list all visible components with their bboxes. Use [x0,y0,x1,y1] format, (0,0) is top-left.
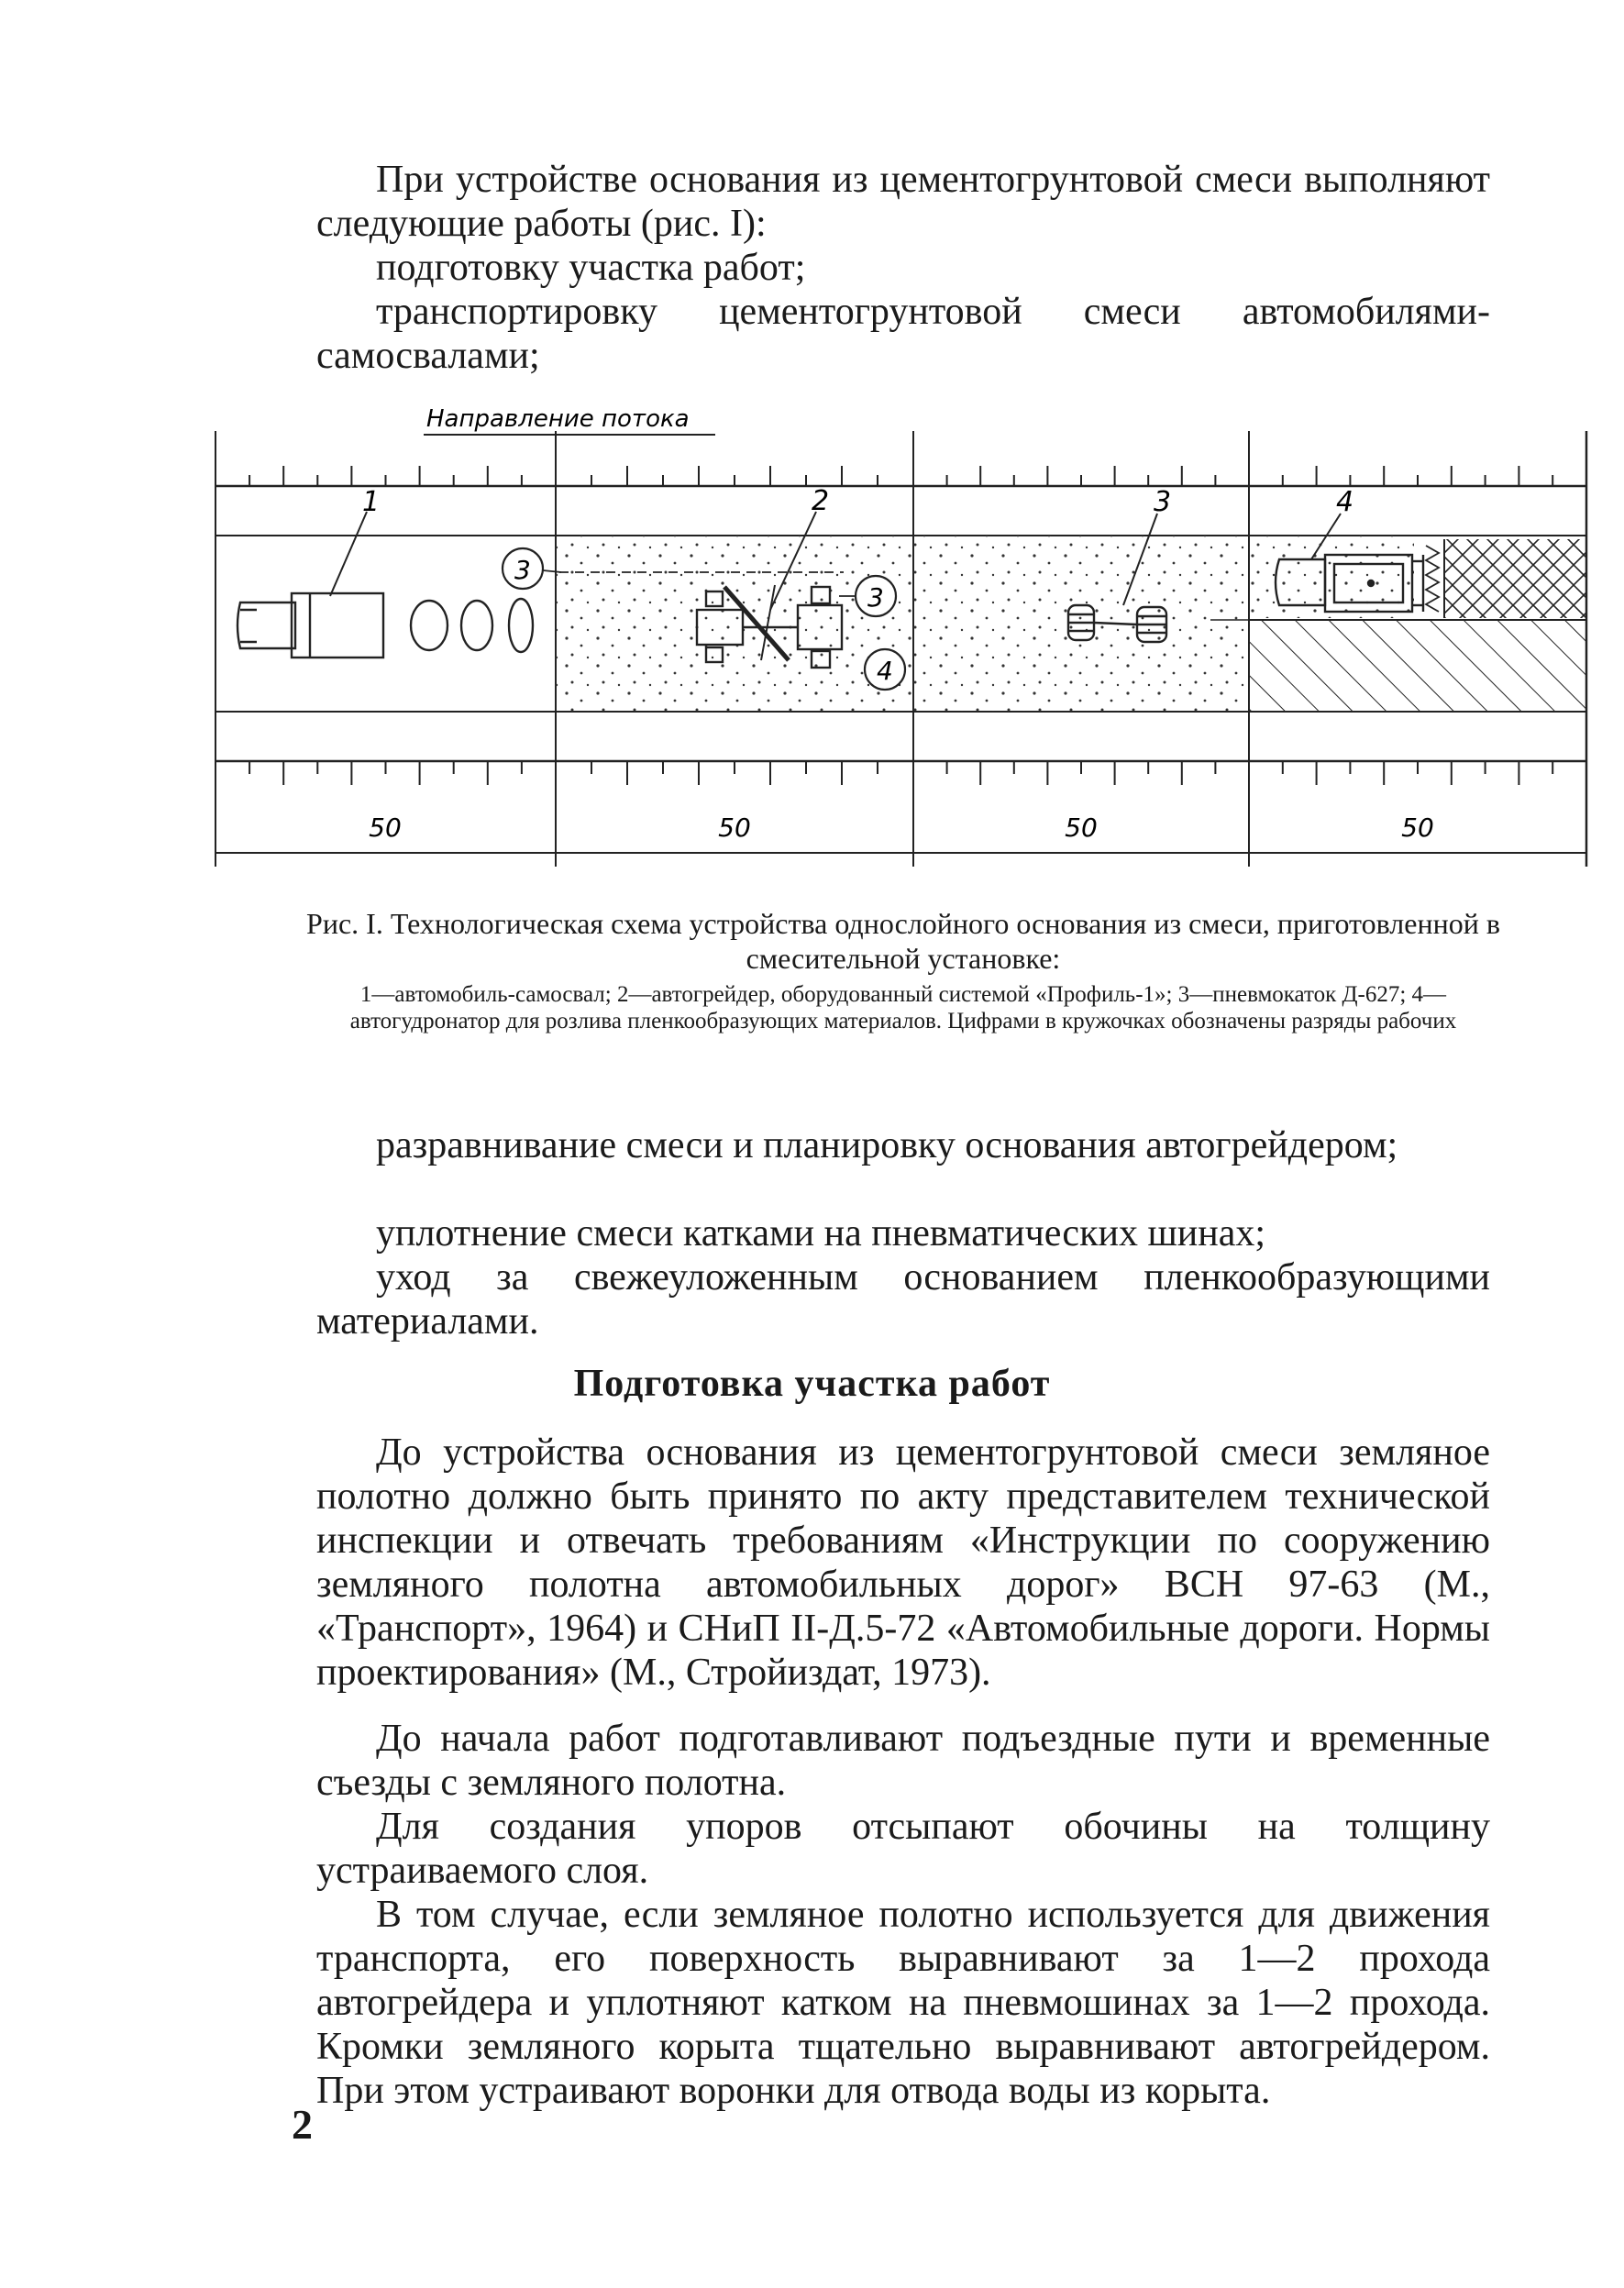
worker-grade-2: 3 [867,582,884,613]
dimension-label-4: 50 [1401,812,1434,843]
dimension-label-2: 50 [718,812,751,843]
machine-number-3: 3 [1154,486,1172,518]
intro-paragraph: При устройстве основания из цементогрунтовой смеси выполняют следующие работы (рис. I): [316,159,1490,245]
machine-number-4: 4 [1336,486,1354,518]
section-paragraph-4: В том случае, если земляное полотно используется для движения транспорта, его поверхность выравнивают за 1—2 прохода автогрейдера и уплотняют катком на пневмошинах за 1—2 прохода. Кромки земляного корыта тщательно выравнивают автогрейдером. При этом устраивают воронки для отвода воды из корыта. [316,1894,1490,2112]
dimension-label-3: 50 [1065,812,1098,843]
work-item-4: уплотнение смеси катками на пневматических шинах; [376,1212,1266,1255]
machine-number-2: 2 [812,485,830,517]
section-paragraph-1: До устройства основания из цементогрунтовой смеси земляное полотно должно быть принято по акту представителем технической инспекции и отвечать требованиям «Инструкции по сооружению земляного полотна автомобильных дорог» ВСН 97-63 (М., «Транспорт», 1964) и СНиП II-Д.5-72 «Автомобильные дороги. Нормы проектирования» (М., Стройиздат, 1973). [316,1431,1490,1694]
top-station-ruler [249,466,1552,486]
work-item-3: разравнивание смеси и планировку основания автогрейдером; [376,1124,1398,1166]
spread-mixture-zone [556,536,913,712]
film-coating-zone [1444,539,1586,618]
worker-grade-1: 3 [514,555,531,585]
figure-caption-legend: 1—автомобиль-самосвал; 2—автогрейдер, оборудованный системой «Профиль-1»; 3—пневмокаток Д-627; 4—автогудронатор для розлива пленкообразующих материалов. Цифрами в кружочках обозначены разряды рабочих [349,982,1457,1033]
dimension-label-1: 50 [369,812,402,843]
intro-item-1: подготовку участка работ; [376,247,806,289]
worker-grade-3: 4 [877,656,893,686]
page-number: 2 [292,2101,313,2148]
section-paragraph-3: Для создания упоров отсыпают обочины на толщину устраиваемого слоя. [316,1806,1490,1892]
machine-number-1: 1 [362,486,381,518]
finished-base-zone [1249,620,1586,712]
section-heading: Подготовка участка работ [573,1363,1051,1405]
section-paragraph-2: До начала работ подготавливают подъездные пути и временные съезды с земляного полотна. [316,1718,1490,1804]
intro-item-2: транспортировку цементогрунтовой смеси автомобилями-самосвалами; [316,291,1490,377]
flow-direction-label: Направление потока [426,405,690,433]
work-item-5: уход за свежеуложенным основанием пленкообразующими материалами. [316,1256,1490,1343]
figure-caption-title: Рис. I. Технологическая схема устройства однослойного основания из смеси, приготовленной в смесительной установке: [306,907,1500,975]
dump-truck-1 [238,593,533,658]
bottom-station-ruler [249,761,1552,785]
